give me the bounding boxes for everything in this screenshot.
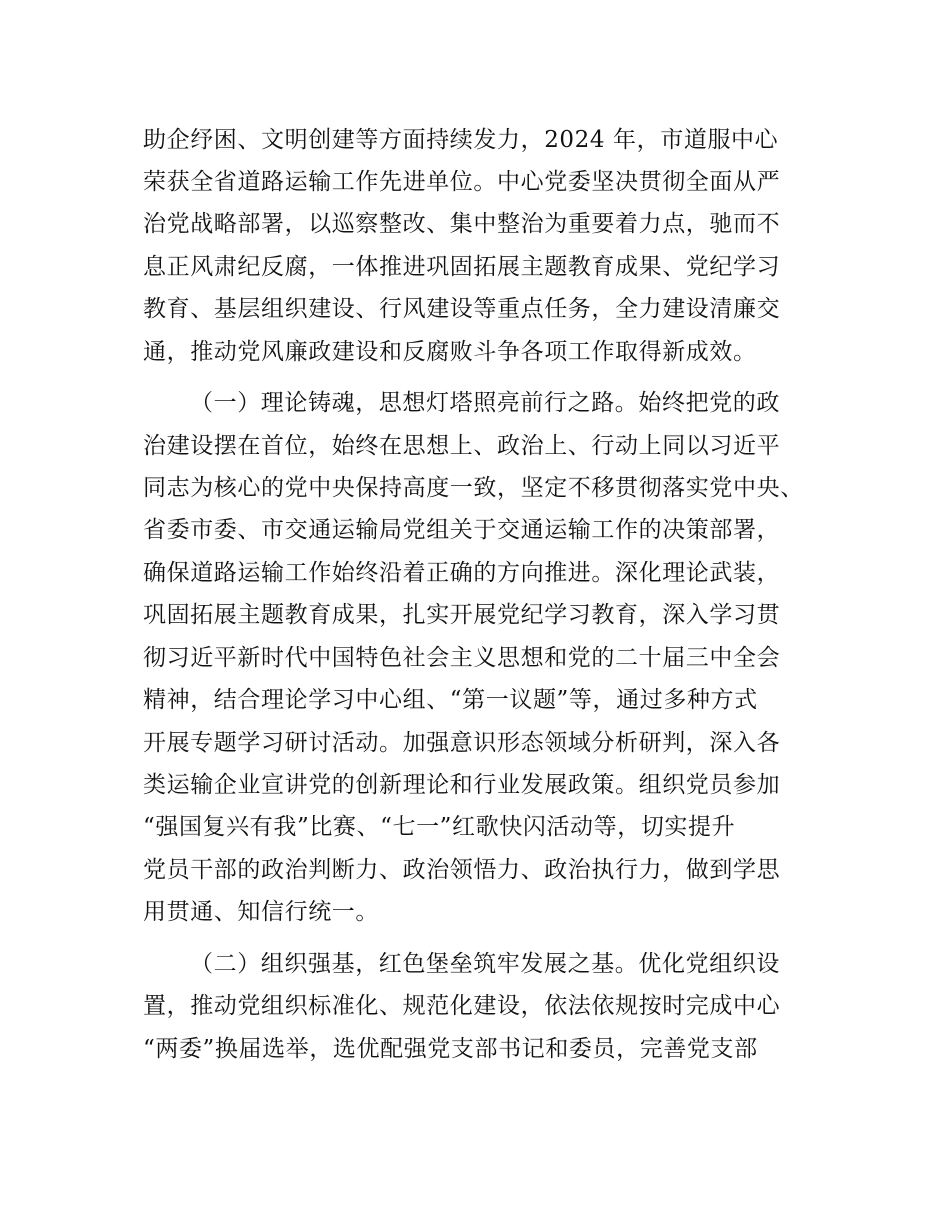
paragraph-2-line-7: 彻习近平新时代中国特色社会主义思想和党的二十届三中全会 [143,645,781,671]
paragraph-2-line-9: 开展专题学习研讨活动。加强意识形态领域分析研判，深入各 [143,730,781,756]
paragraph-1-line-3: 治党战略部署，以巡察整改、集中整治为重要着力点，驰而不 [143,211,781,237]
paragraph-1-line-6: 通，推动党风廉政建设和反腐败斗争各项工作取得新成效。 [143,339,757,365]
paragraph-1-line-2: 荣获全省道路运输工作先进单位。中心党委坚决贯彻全面从严 [143,169,781,195]
paragraph-2-line-8: 精神，结合理论学习中心组、“第一议题”等，通过多种方式 [143,687,758,713]
paragraph-2-line-5: 确保道路运输工作始终沿着正确的方向推进。深化理论武装， [143,560,781,586]
paragraph-2-line-2: 治建设摆在首位，始终在思想上、政治上、行动上同以习近平 [143,433,781,459]
paragraph-3-line-1: （二）组织强基，红色堡垒筑牢发展之基。优化党组织设 [190,951,780,977]
paragraph-2-line-12: 党员干部的政治判断力、政治领悟力、政治执行力，做到学思 [143,857,781,883]
paragraph-2-line-6: 巩固拓展主题教育成果，扎实开展党纪学习教育，深入学习贯 [143,602,781,628]
paragraph-2-line-13: 用贯通、知信行统一。 [143,899,379,925]
paragraph-1-line-5: 教育、基层组织建设、行风建设等重点任务，全力建设清廉交 [143,296,781,322]
paragraph-3-line-2: 置，推动党组织标准化、规范化建设，依法依规按时完成中心 [143,993,781,1019]
paragraph-2-line-1: （一）理论铸魂，思想灯塔照亮前行之路。始终把党的政 [190,390,780,416]
paragraph-1-line-1: 助企纾困、文明创建等方面持续发力，2024 年，市道服中心 [143,127,779,153]
paragraph-1-line-4: 息正风肃纪反腐，一体推进巩固拓展主题教育成果、党纪学习 [143,254,781,280]
paragraph-2-line-11: “强国复兴有我”比赛、“七一”红歌快闪活动等，切实提升 [143,814,736,840]
paragraph-2-line-10: 类运输企业宣讲党的创新理论和行业发展政策。组织党员参加 [143,772,781,798]
paragraph-2-line-4: 省委市委、市交通运输局党组关于交通运输工作的决策部署， [143,517,781,543]
paragraph-2-line-3: 同志为核心的党中央保持高度一致，坚定不移贯彻落实党中央、 [143,475,804,501]
paragraph-3-line-3: “两委”换届选举，选优配强党支部书记和委员，完善党支部 [143,1036,758,1062]
